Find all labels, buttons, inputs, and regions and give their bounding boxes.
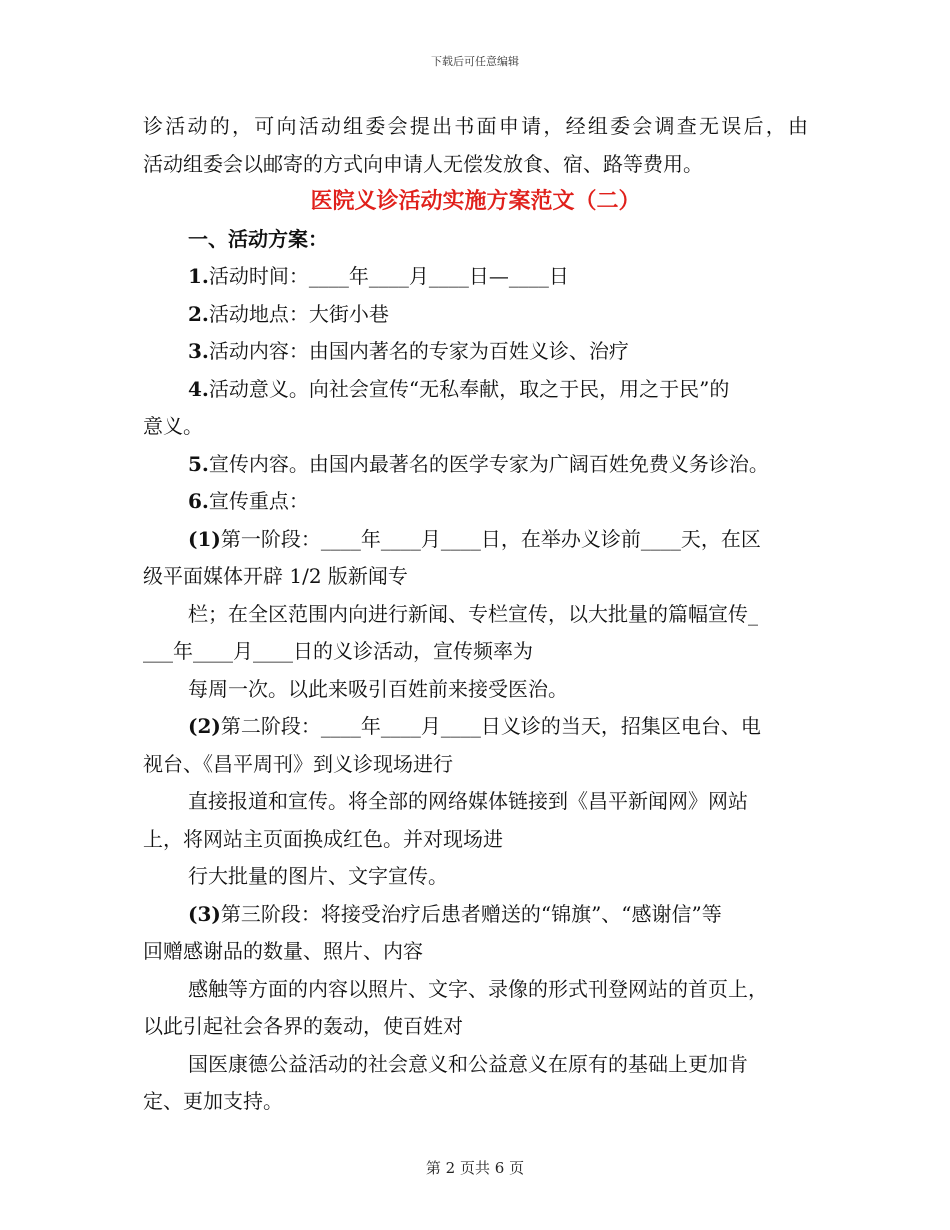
paragraph-line: 栏；在全区范围内向进行新闻、专栏宣传，以大批量的篇幅宣传_	[188, 601, 758, 626]
paragraph-line: 国医康德公益活动的社会意义和公益意义在原有的基础上更加肯	[188, 1051, 748, 1076]
paragraph-line: 行大批量的图片、文字宣传。	[188, 864, 448, 888]
item-number: 2.	[188, 301, 209, 326]
list-item	[143, 708, 808, 746]
list-item	[143, 483, 808, 521]
paragraph-line: 意义。	[143, 414, 203, 438]
paragraph-line: ___年____月____日的义诊活动，宣传频率为	[143, 639, 533, 663]
item-text: 活动内容：由国内著名的专家为百姓义诊、治疗	[208, 339, 629, 363]
item-text: 活动地点：大街小巷	[208, 301, 389, 326]
item-number: 6.	[188, 489, 209, 513]
section-title: 医院义诊活动实施方案范文（二）	[310, 188, 641, 214]
item-number: (2)	[188, 714, 221, 738]
list-item	[143, 258, 808, 296]
paragraph-line: 诊活动的，可向活动组委会提出书面申请，经组委会调查无误后，由	[143, 114, 808, 138]
item-text: 第三阶段：将接受治疗后患者赠送的“锦旗”、“感谢信”等	[220, 901, 722, 926]
item-number: 3.	[188, 339, 209, 363]
page-header: 下载后可任意编辑	[431, 55, 519, 68]
list-item	[143, 296, 808, 334]
item-text: 第一阶段：____年____月____日，在举办义诊前____天，在区	[220, 526, 761, 551]
item-number: 1.	[188, 264, 209, 288]
paragraph-line: 级平面媒体开辟 1/2 版新闻专	[143, 564, 408, 588]
list-item	[143, 896, 808, 934]
document-body	[143, 108, 808, 1121]
paragraph-line: 活动组委会以邮寄的方式向申请人无偿发放食、宿、路等费用。	[143, 151, 703, 176]
item-text: 活动时间：____年____月____日—____日	[208, 264, 569, 288]
list-item	[143, 446, 808, 484]
paragraph-line: 每周一次。以此来吸引百姓前来接受医治。	[188, 676, 568, 701]
item-number: (3)	[188, 901, 221, 926]
paragraph-line: 感触等方面的内容以照片、文字、录像的形式刊登网站的首页上，	[188, 976, 768, 1001]
item-text: 第二阶段：____年____月____日义诊的当天，招集区电台、电	[220, 714, 761, 738]
paragraph-line: 以此引起社会各界的轰动，使百姓对	[143, 1014, 463, 1038]
page-footer: 第 2 页共 6 页	[425, 1159, 525, 1177]
paragraph-line: 上，将网站主页面换成红色。并对现场进	[143, 826, 503, 851]
paragraph-line: 直接报道和宣传。将全部的网络媒体链接到《昌平新闻网》网站	[188, 789, 748, 813]
paragraph-line: 定、更加支持。	[143, 1089, 283, 1113]
paragraph-line: 回赠感谢品的数量、照片、内容	[143, 939, 423, 963]
item-number: (1)	[188, 526, 221, 551]
item-number: 4.	[188, 376, 209, 401]
list-item	[143, 521, 808, 559]
paragraph-line: 视台、《昌平周刊》到义诊现场进行	[143, 751, 453, 776]
list-item	[143, 371, 808, 409]
item-number: 5.	[188, 451, 209, 476]
section-heading: 一、活动方案：	[188, 226, 328, 251]
item-text: 活动意义。向社会宣传“无私奉献，取之于民，用之于民”的	[208, 376, 730, 401]
item-text: 宣传内容。由国内最著名的医学专家为广阔百姓免费义务诊治。	[208, 451, 769, 476]
item-text: 宣传重点：	[208, 489, 309, 513]
list-item	[143, 333, 808, 371]
